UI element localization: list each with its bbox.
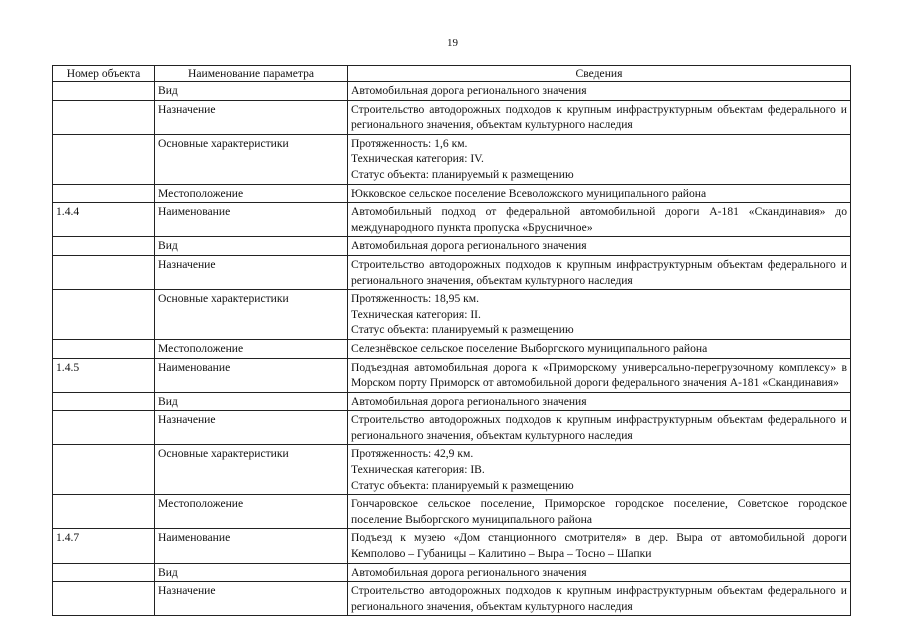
details-cell (348, 339, 851, 358)
object-number-cell (53, 411, 155, 445)
parameter-name-cell: Наименование (155, 358, 348, 392)
parameter-name-cell: Назначение (155, 411, 348, 445)
table-body (53, 82, 851, 616)
table-row (53, 82, 851, 101)
object-number-cell (53, 82, 155, 101)
details-line: Техническая категория: IV. (351, 152, 484, 166)
parameter-name-cell: Назначение (155, 582, 348, 616)
object-number-cell (53, 100, 155, 134)
table-row (53, 563, 851, 582)
table-row (53, 134, 851, 184)
details-line: Автомобильная дорога регионального значения (351, 239, 587, 253)
details-line: Юкковское сельское поселение Всеволожского муниципального района (351, 186, 707, 200)
object-number-cell: 1.4.4 (53, 203, 155, 237)
table-row (53, 445, 851, 495)
header-details: Сведения (348, 66, 851, 82)
details-cell (348, 290, 851, 340)
object-number-cell (53, 582, 155, 616)
details-cell (348, 563, 851, 582)
parameter-name-cell: Местоположение (155, 495, 348, 529)
parameter-name-cell: Местоположение (155, 184, 348, 203)
details-line: Подъезд к музею «Дом станционного смотрителя» в дер. Выра от автомобильной дороги Кемполово – Губаницы – Калитино – Выра – Тосно – Шапки (351, 531, 847, 561)
details-cell (348, 411, 851, 445)
details-line: Техническая категория: IВ. (351, 463, 485, 477)
table-row (53, 184, 851, 203)
table-row (53, 339, 851, 358)
object-number-cell (53, 134, 155, 184)
parameter-name-cell: Наименование (155, 203, 348, 237)
details-line: Протяженность: 1,6 км. (351, 136, 468, 150)
details-cell (348, 358, 851, 392)
header-parameter-name: Наименование параметра (155, 66, 348, 82)
details-line: Автомобильная дорога регионального значения (351, 84, 587, 97)
details-line: Гончаровское сельское поселение, Приморское городское поселение, Советское городское поселение Выборгского муниципального района (351, 497, 847, 526)
parameter-name-cell: Назначение (155, 100, 348, 134)
details-line: Строительство автодорожных подходов к крупным инфраструктурным объектам федерального и регионального значения, объектам культурного наследия (351, 584, 847, 613)
details-cell (348, 529, 851, 563)
details-cell (348, 255, 851, 289)
table-row (53, 392, 851, 411)
object-number-cell (53, 255, 155, 289)
table-row (53, 358, 851, 392)
object-number-cell (53, 563, 155, 582)
parameter-name-cell: Назначение (155, 255, 348, 289)
details-cell (348, 237, 851, 256)
details-line: Техническая категория: II. (351, 307, 481, 321)
details-line: Автомобильная дорога регионального значения (351, 565, 587, 579)
details-cell (348, 184, 851, 203)
object-table (52, 65, 851, 616)
details-line: Строительство автодорожных подходов к крупным инфраструктурным объектам федерального и регионального значения, объектам культурного наследия (351, 413, 847, 442)
table-row (53, 100, 851, 134)
parameter-name-cell: Местоположение (155, 339, 348, 358)
parameter-name-cell: Наименование (155, 529, 348, 563)
details-line: Протяженность: 18,95 км. (351, 292, 480, 306)
object-number-cell (53, 237, 155, 256)
parameter-name-cell: Вид (155, 82, 348, 101)
object-number-cell (53, 339, 155, 358)
details-line: Подъездная автомобильная дорога к «Приморскому универсально-перегрузочному комплексу» в Морском порту Приморск от автомобильной дороги федерального значения А-181 «Скандинавия» (351, 360, 847, 390)
details-line: Строительство автодорожных подходов к крупным инфраструктурным объектам федерального и регионального значения, объектам культурного наследия (351, 102, 847, 132)
details-line: Автомобильный подход от федеральной автомобильной дороги А-181 «Скандинавия» до международного пункта пропуска «Брусничное» (351, 205, 847, 234)
table-row (53, 290, 851, 340)
parameter-name-cell: Вид (155, 392, 348, 411)
table-row (53, 495, 851, 529)
details-line: Селезнёвское сельское поселение Выборгского муниципального района (351, 341, 708, 355)
object-number-cell (53, 290, 155, 340)
details-line: Статус объекта: планируемый к размещению (351, 478, 574, 492)
object-number-cell (53, 445, 155, 495)
page-number: 19 (447, 37, 458, 49)
parameter-name-cell: Основные характеристики (155, 445, 348, 495)
details-cell (348, 82, 851, 101)
details-cell (348, 203, 851, 237)
details-line: Строительство автодорожных подходов к крупным инфраструктурным объектам федерального и регионального значения, объектам культурного наследия (351, 257, 847, 287)
parameter-name-cell: Вид (155, 563, 348, 582)
details-cell (348, 100, 851, 134)
header-object-number: Номер объекта (53, 66, 155, 82)
object-number-cell (53, 184, 155, 203)
table-row (53, 203, 851, 237)
table-row (53, 582, 851, 616)
details-cell (348, 582, 851, 616)
parameter-name-cell: Вид (155, 237, 348, 256)
object-number-cell: 1.4.5 (53, 358, 155, 392)
details-line: Протяженность: 42,9 км. (351, 447, 474, 461)
table-row (53, 411, 851, 445)
table-row (53, 529, 851, 563)
details-cell (348, 445, 851, 495)
object-number-cell (53, 495, 155, 529)
details-line: Автомобильная дорога регионального значения (351, 394, 587, 408)
details-line: Статус объекта: планируемый к размещению (351, 323, 574, 337)
details-line: Статус объекта: планируемый к размещению (351, 167, 574, 181)
parameter-name-cell: Основные характеристики (155, 290, 348, 340)
object-number-cell (53, 392, 155, 411)
details-cell (348, 495, 851, 529)
object-number-cell: 1.4.7 (53, 529, 155, 563)
table-header-row (53, 66, 851, 82)
table-row (53, 255, 851, 289)
details-cell (348, 134, 851, 184)
table-row (53, 237, 851, 256)
parameter-name-cell: Основные характеристики (155, 134, 348, 184)
details-cell (348, 392, 851, 411)
